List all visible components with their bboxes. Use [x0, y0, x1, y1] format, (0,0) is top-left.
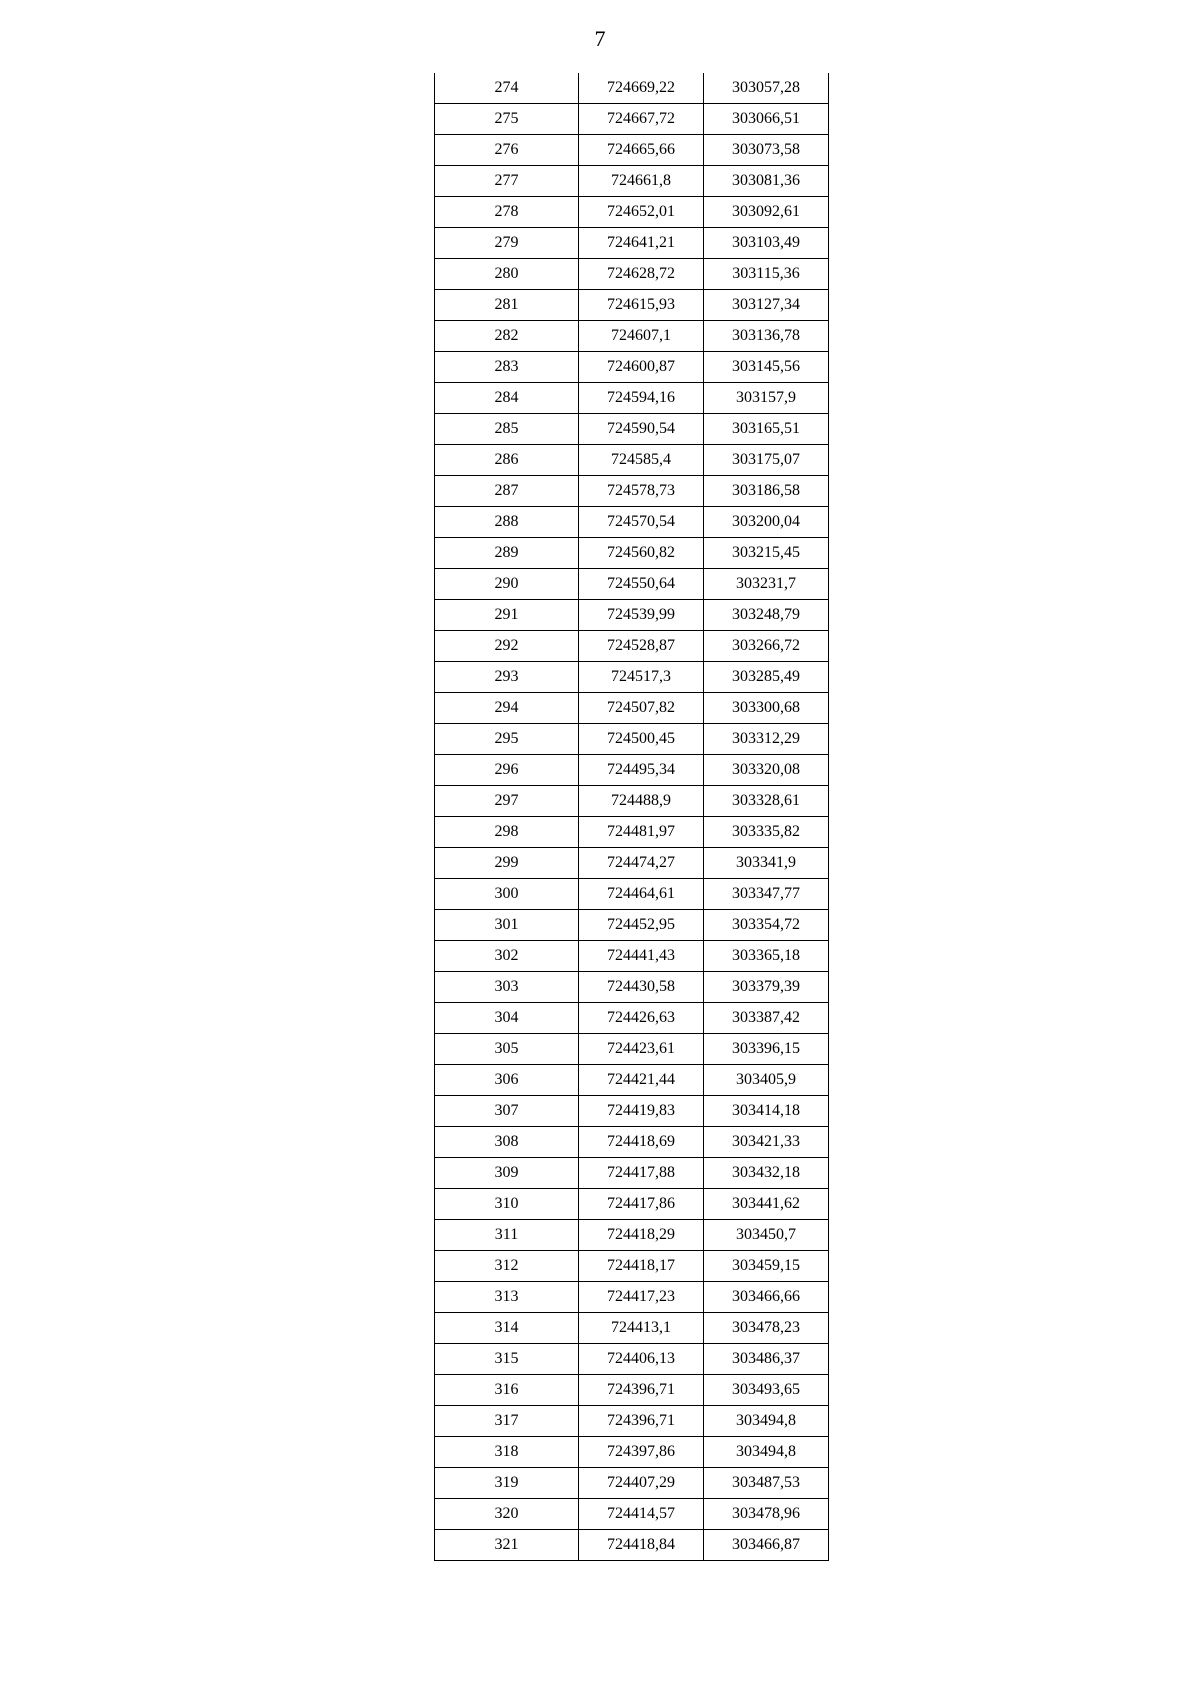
point-number-cell: 303 [435, 972, 579, 1003]
y-coordinate-cell: 303300,68 [704, 693, 829, 724]
point-number-cell: 319 [435, 1468, 579, 1499]
point-number-cell: 320 [435, 1499, 579, 1530]
x-coordinate-cell: 724669,22 [579, 73, 704, 104]
table-row [435, 941, 829, 972]
x-coordinate-cell: 724570,54 [579, 507, 704, 538]
y-coordinate-cell: 303335,82 [704, 817, 829, 848]
point-number-cell: 277 [435, 166, 579, 197]
y-coordinate-cell: 303354,72 [704, 910, 829, 941]
point-number-cell: 299 [435, 848, 579, 879]
x-coordinate-cell: 724661,8 [579, 166, 704, 197]
table-row [435, 1065, 829, 1096]
table-row [435, 972, 829, 1003]
x-coordinate-cell: 724667,72 [579, 104, 704, 135]
x-coordinate-cell: 724423,61 [579, 1034, 704, 1065]
point-number-cell: 313 [435, 1282, 579, 1313]
y-coordinate-cell: 303493,65 [704, 1375, 829, 1406]
y-coordinate-cell: 303379,39 [704, 972, 829, 1003]
y-coordinate-cell: 303441,62 [704, 1189, 829, 1220]
x-coordinate-cell: 724452,95 [579, 910, 704, 941]
table-row [435, 1003, 829, 1034]
table-row [435, 817, 829, 848]
point-number-cell: 305 [435, 1034, 579, 1065]
y-coordinate-cell: 303175,07 [704, 445, 829, 476]
point-number-cell: 306 [435, 1065, 579, 1096]
point-number-cell: 275 [435, 104, 579, 135]
table-row [435, 228, 829, 259]
x-coordinate-cell: 724594,16 [579, 383, 704, 414]
x-coordinate-cell: 724464,61 [579, 879, 704, 910]
point-number-cell: 304 [435, 1003, 579, 1034]
table-row [435, 1437, 829, 1468]
y-coordinate-cell: 303092,61 [704, 197, 829, 228]
x-coordinate-cell: 724560,82 [579, 538, 704, 569]
y-coordinate-cell: 303320,08 [704, 755, 829, 786]
y-coordinate-cell: 303186,58 [704, 476, 829, 507]
point-number-cell: 287 [435, 476, 579, 507]
x-coordinate-cell: 724665,66 [579, 135, 704, 166]
point-number-cell: 285 [435, 414, 579, 445]
point-number-cell: 296 [435, 755, 579, 786]
table-row [435, 1375, 829, 1406]
x-coordinate-cell: 724615,93 [579, 290, 704, 321]
x-coordinate-cell: 724426,63 [579, 1003, 704, 1034]
table-row [435, 290, 829, 321]
table-row [435, 104, 829, 135]
table-row [435, 135, 829, 166]
point-number-cell: 315 [435, 1344, 579, 1375]
x-coordinate-cell: 724488,9 [579, 786, 704, 817]
x-coordinate-cell: 724652,01 [579, 197, 704, 228]
y-coordinate-cell: 303312,29 [704, 724, 829, 755]
x-coordinate-cell: 724474,27 [579, 848, 704, 879]
x-coordinate-cell: 724397,86 [579, 1437, 704, 1468]
y-coordinate-cell: 303387,42 [704, 1003, 829, 1034]
x-coordinate-cell: 724628,72 [579, 259, 704, 290]
y-coordinate-cell: 303365,18 [704, 941, 829, 972]
y-coordinate-cell: 303405,9 [704, 1065, 829, 1096]
coordinates-table-body [435, 73, 829, 1561]
x-coordinate-cell: 724417,23 [579, 1282, 704, 1313]
x-coordinate-cell: 724500,45 [579, 724, 704, 755]
y-coordinate-cell: 303200,04 [704, 507, 829, 538]
y-coordinate-cell: 303478,96 [704, 1499, 829, 1530]
point-number-cell: 278 [435, 197, 579, 228]
table-row [435, 1313, 829, 1344]
table-row [435, 197, 829, 228]
point-number-cell: 281 [435, 290, 579, 321]
table-row [435, 755, 829, 786]
table-row [435, 1189, 829, 1220]
table-row [435, 631, 829, 662]
point-number-cell: 308 [435, 1127, 579, 1158]
x-coordinate-cell: 724418,69 [579, 1127, 704, 1158]
point-number-cell: 284 [435, 383, 579, 414]
table-row [435, 1282, 829, 1313]
y-coordinate-cell: 303127,34 [704, 290, 829, 321]
table-row [435, 600, 829, 631]
table-row [435, 445, 829, 476]
y-coordinate-cell: 303494,8 [704, 1406, 829, 1437]
y-coordinate-cell: 303341,9 [704, 848, 829, 879]
y-coordinate-cell: 303285,49 [704, 662, 829, 693]
y-coordinate-cell: 303450,7 [704, 1220, 829, 1251]
table-row [435, 910, 829, 941]
y-coordinate-cell: 303266,72 [704, 631, 829, 662]
table-row [435, 321, 829, 352]
y-coordinate-cell: 303231,7 [704, 569, 829, 600]
x-coordinate-cell: 724607,1 [579, 321, 704, 352]
x-coordinate-cell: 724590,54 [579, 414, 704, 445]
y-coordinate-cell: 303494,8 [704, 1437, 829, 1468]
y-coordinate-cell: 303103,49 [704, 228, 829, 259]
point-number-cell: 288 [435, 507, 579, 538]
table-row [435, 786, 829, 817]
x-coordinate-cell: 724507,82 [579, 693, 704, 724]
point-number-cell: 302 [435, 941, 579, 972]
table-row [435, 1096, 829, 1127]
table-row [435, 352, 829, 383]
table-row [435, 476, 829, 507]
table-row [435, 1468, 829, 1499]
x-coordinate-cell: 724419,83 [579, 1096, 704, 1127]
x-coordinate-cell: 724396,71 [579, 1406, 704, 1437]
point-number-cell: 317 [435, 1406, 579, 1437]
point-number-cell: 297 [435, 786, 579, 817]
x-coordinate-cell: 724421,44 [579, 1065, 704, 1096]
table-row [435, 724, 829, 755]
x-coordinate-cell: 724550,64 [579, 569, 704, 600]
y-coordinate-cell: 303081,36 [704, 166, 829, 197]
table-row [435, 414, 829, 445]
y-coordinate-cell: 303066,51 [704, 104, 829, 135]
point-number-cell: 286 [435, 445, 579, 476]
table-row [435, 1251, 829, 1282]
point-number-cell: 314 [435, 1313, 579, 1344]
point-number-cell: 276 [435, 135, 579, 166]
x-coordinate-cell: 724407,29 [579, 1468, 704, 1499]
y-coordinate-cell: 303347,77 [704, 879, 829, 910]
point-number-cell: 307 [435, 1096, 579, 1127]
point-number-cell: 283 [435, 352, 579, 383]
table-row [435, 259, 829, 290]
table-row [435, 693, 829, 724]
page-number: 7 [594, 26, 606, 51]
y-coordinate-cell: 303432,18 [704, 1158, 829, 1189]
table-row [435, 1344, 829, 1375]
y-coordinate-cell: 303328,61 [704, 786, 829, 817]
coordinates-table [434, 73, 829, 1561]
y-coordinate-cell: 303215,45 [704, 538, 829, 569]
y-coordinate-cell: 303466,87 [704, 1530, 829, 1561]
point-number-cell: 309 [435, 1158, 579, 1189]
x-coordinate-cell: 724578,73 [579, 476, 704, 507]
x-coordinate-cell: 724539,99 [579, 600, 704, 631]
x-coordinate-cell: 724528,87 [579, 631, 704, 662]
point-number-cell: 298 [435, 817, 579, 848]
point-number-cell: 279 [435, 228, 579, 259]
table-row [435, 1220, 829, 1251]
y-coordinate-cell: 303073,58 [704, 135, 829, 166]
point-number-cell: 301 [435, 910, 579, 941]
y-coordinate-cell: 303248,79 [704, 600, 829, 631]
table-row [435, 383, 829, 414]
table-row [435, 879, 829, 910]
x-coordinate-cell: 724396,71 [579, 1375, 704, 1406]
x-coordinate-cell: 724414,57 [579, 1499, 704, 1530]
point-number-cell: 311 [435, 1220, 579, 1251]
point-number-cell: 316 [435, 1375, 579, 1406]
point-number-cell: 295 [435, 724, 579, 755]
table-row [435, 1127, 829, 1158]
y-coordinate-cell: 303165,51 [704, 414, 829, 445]
y-coordinate-cell: 303057,28 [704, 73, 829, 104]
point-number-cell: 294 [435, 693, 579, 724]
point-number-cell: 300 [435, 879, 579, 910]
x-coordinate-cell: 724418,17 [579, 1251, 704, 1282]
point-number-cell: 291 [435, 600, 579, 631]
point-number-cell: 312 [435, 1251, 579, 1282]
x-coordinate-cell: 724406,13 [579, 1344, 704, 1375]
table-row [435, 662, 829, 693]
table-row [435, 1406, 829, 1437]
table-row [435, 166, 829, 197]
x-coordinate-cell: 724495,34 [579, 755, 704, 786]
table-row [435, 73, 829, 104]
point-number-cell: 280 [435, 259, 579, 290]
x-coordinate-cell: 724418,84 [579, 1530, 704, 1561]
table-row [435, 538, 829, 569]
x-coordinate-cell: 724430,58 [579, 972, 704, 1003]
y-coordinate-cell: 303157,9 [704, 383, 829, 414]
y-coordinate-cell: 303145,56 [704, 352, 829, 383]
table-row [435, 569, 829, 600]
point-number-cell: 321 [435, 1530, 579, 1561]
table-row [435, 1158, 829, 1189]
y-coordinate-cell: 303486,37 [704, 1344, 829, 1375]
y-coordinate-cell: 303487,53 [704, 1468, 829, 1499]
x-coordinate-cell: 724417,86 [579, 1189, 704, 1220]
x-coordinate-cell: 724441,43 [579, 941, 704, 972]
point-number-cell: 282 [435, 321, 579, 352]
point-number-cell: 292 [435, 631, 579, 662]
y-coordinate-cell: 303115,36 [704, 259, 829, 290]
y-coordinate-cell: 303459,15 [704, 1251, 829, 1282]
y-coordinate-cell: 303421,33 [704, 1127, 829, 1158]
y-coordinate-cell: 303136,78 [704, 321, 829, 352]
table-row [435, 1499, 829, 1530]
x-coordinate-cell: 724417,88 [579, 1158, 704, 1189]
y-coordinate-cell: 303414,18 [704, 1096, 829, 1127]
y-coordinate-cell: 303466,66 [704, 1282, 829, 1313]
table-row [435, 507, 829, 538]
x-coordinate-cell: 724641,21 [579, 228, 704, 259]
point-number-cell: 310 [435, 1189, 579, 1220]
x-coordinate-cell: 724517,3 [579, 662, 704, 693]
table-row [435, 848, 829, 879]
point-number-cell: 290 [435, 569, 579, 600]
x-coordinate-cell: 724413,1 [579, 1313, 704, 1344]
table-row [435, 1530, 829, 1561]
y-coordinate-cell: 303478,23 [704, 1313, 829, 1344]
table-row [435, 1034, 829, 1065]
x-coordinate-cell: 724600,87 [579, 352, 704, 383]
y-coordinate-cell: 303396,15 [704, 1034, 829, 1065]
point-number-cell: 318 [435, 1437, 579, 1468]
point-number-cell: 289 [435, 538, 579, 569]
point-number-cell: 274 [435, 73, 579, 104]
x-coordinate-cell: 724585,4 [579, 445, 704, 476]
x-coordinate-cell: 724418,29 [579, 1220, 704, 1251]
point-number-cell: 293 [435, 662, 579, 693]
x-coordinate-cell: 724481,97 [579, 817, 704, 848]
